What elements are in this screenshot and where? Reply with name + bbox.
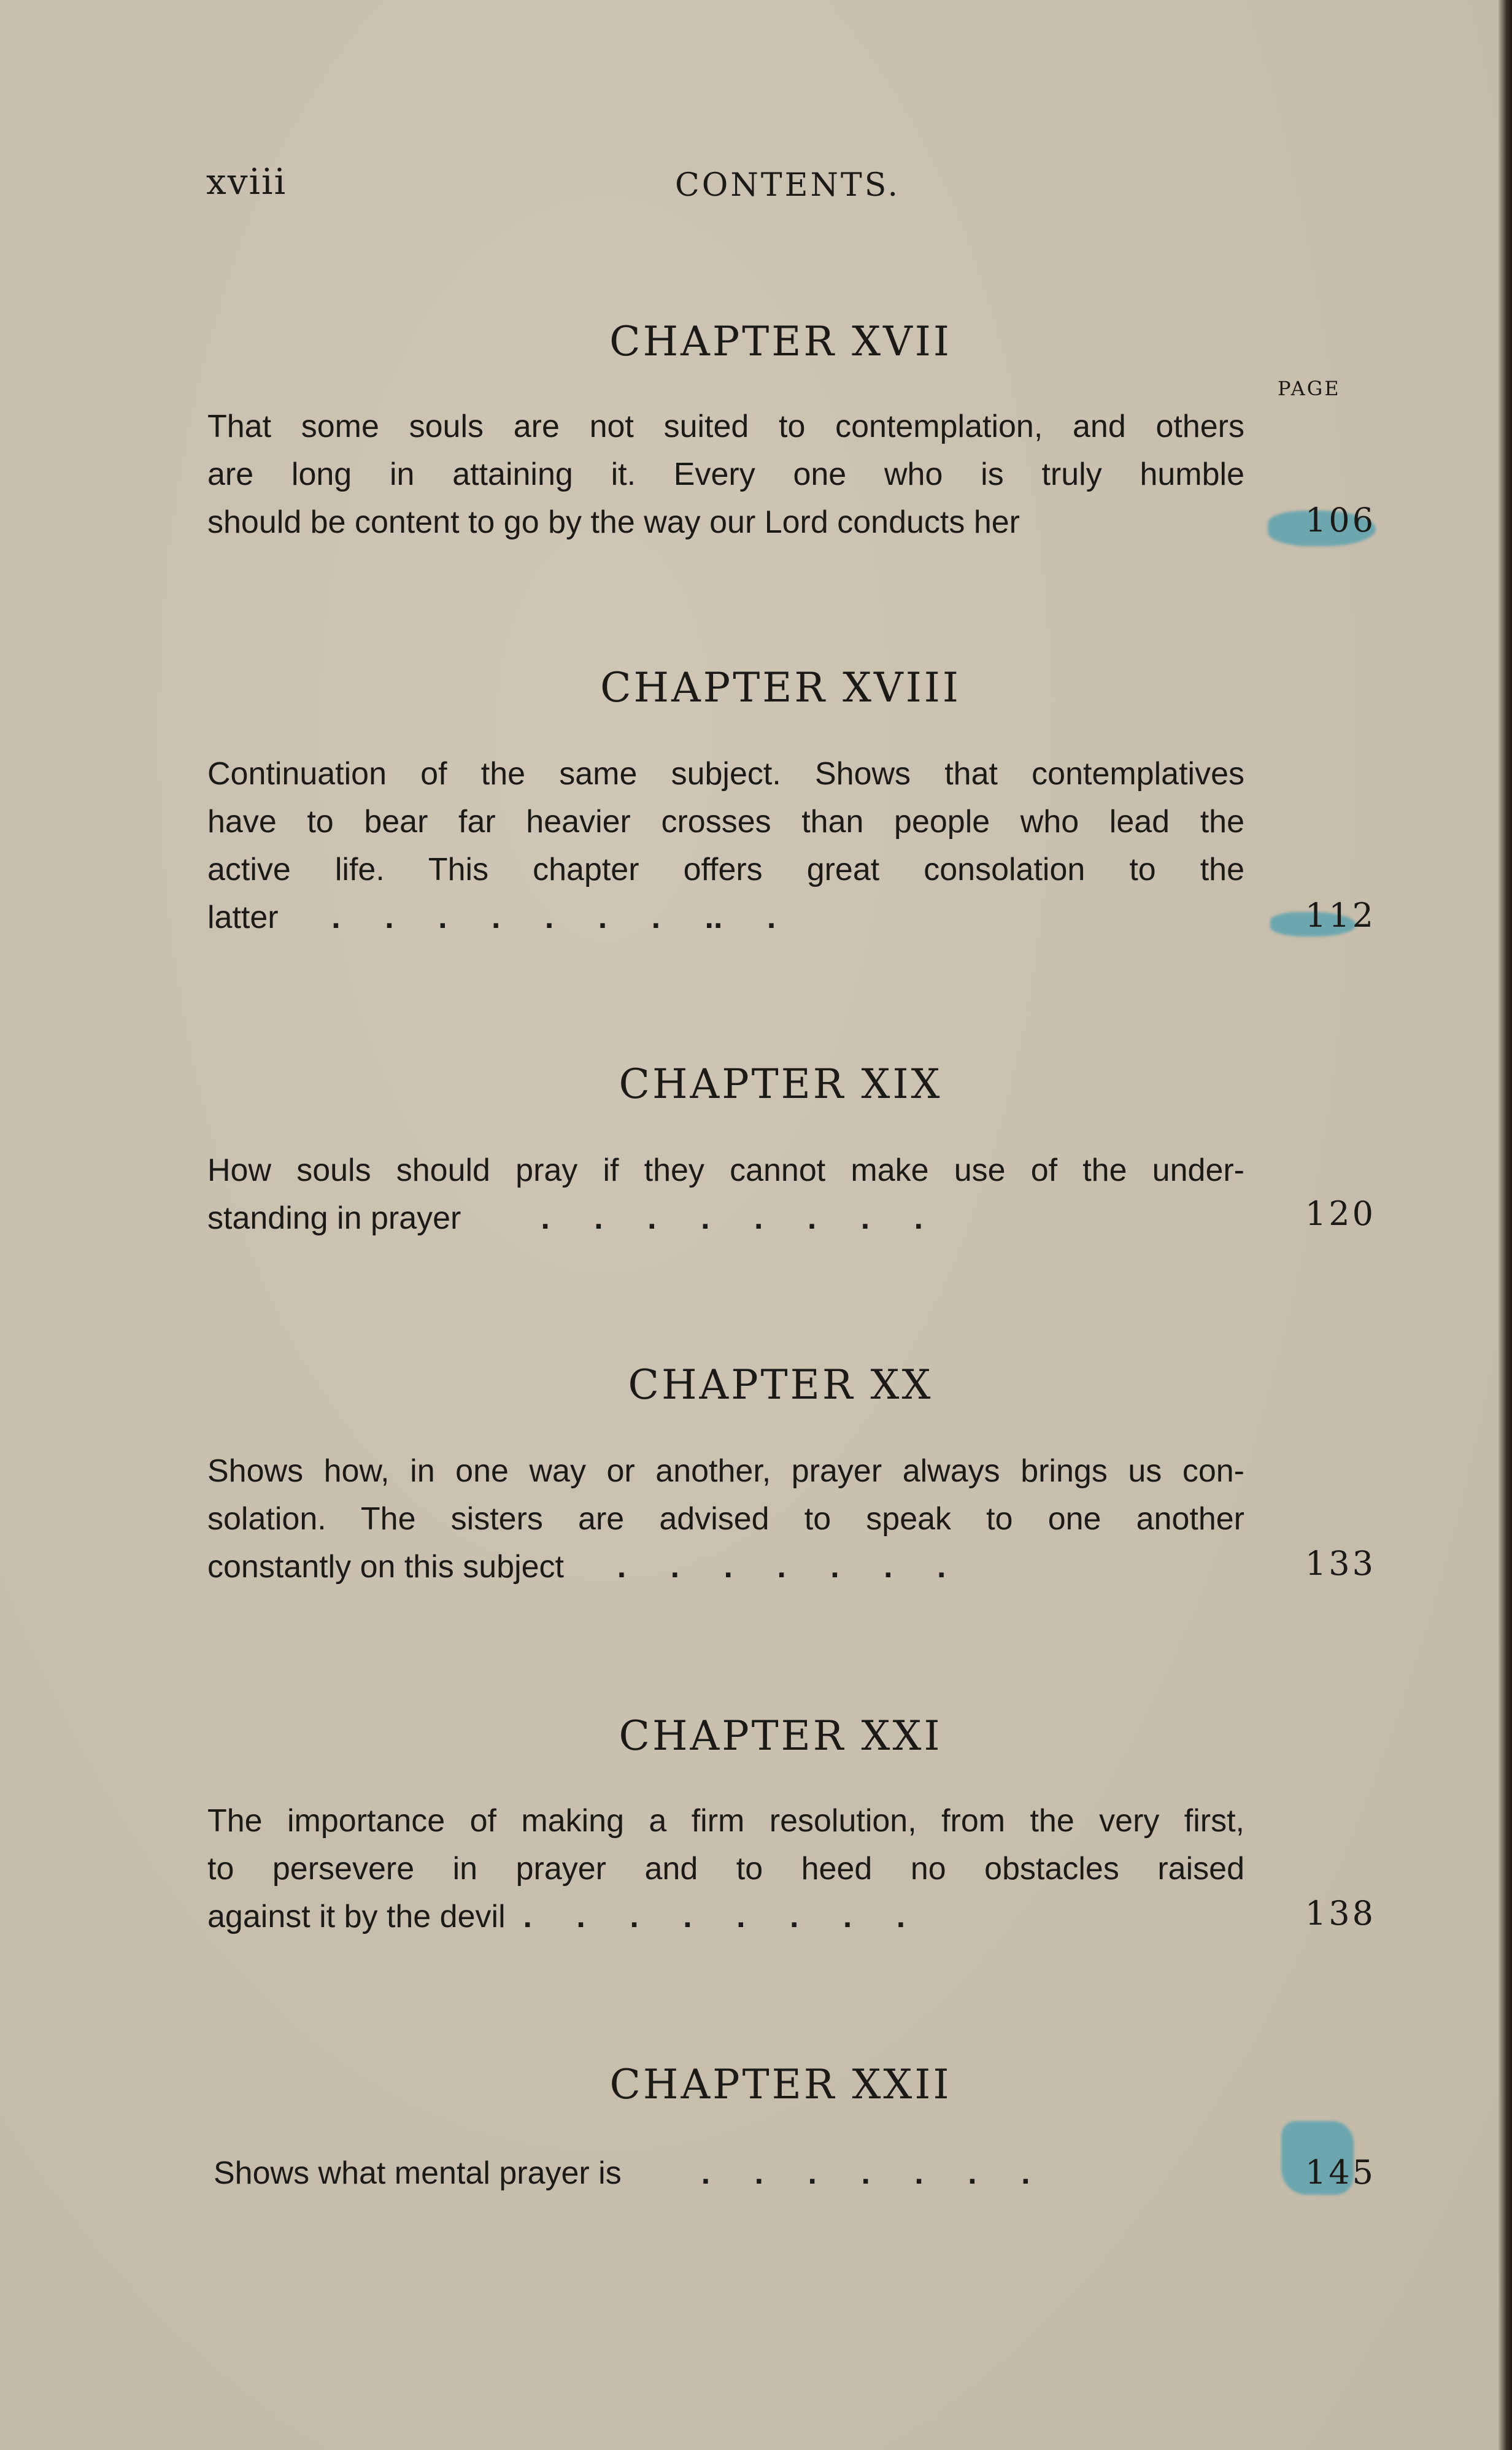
- running-head: CONTENTS.: [675, 167, 901, 204]
- page-number: 120: [1305, 1194, 1376, 1233]
- chapter-entry: [207, 750, 1244, 941]
- entry-line: That some souls are not suited to contemplation, and others: [207, 409, 1244, 444]
- chapter-entry: [207, 2149, 1244, 2197]
- chapter-heading: CHAPTER XIX: [619, 1061, 943, 1108]
- dot-leader: . . . . . . . .: [523, 1899, 906, 1934]
- chapter-heading: CHAPTER XXI: [619, 1712, 943, 1760]
- dot-leader: . . . . . . . .. .: [331, 900, 776, 935]
- entry-line-text: against it by the devil: [207, 1899, 506, 1934]
- chapter-entry: [207, 1447, 1244, 1591]
- entry-line: [207, 1194, 1244, 1242]
- entry-line: to persevere in prayer and to heed no obstacles raised: [207, 1851, 1244, 1887]
- dot-leader: . . . . . . .: [617, 1549, 946, 1585]
- entry-line: How souls should pray if they cannot make use of the under-: [207, 1153, 1244, 1188]
- entry-line: [207, 1893, 1244, 1941]
- dot-leader: . . . . . . . .: [541, 1200, 924, 1236]
- entry-line: Continuation of the same subject. Shows that contemplatives: [207, 756, 1244, 792]
- page-number: 138: [1305, 1894, 1376, 1933]
- entry-line-text: latter: [207, 900, 279, 935]
- entry-line: have to bear far heavier crosses than people who lead the: [207, 804, 1244, 840]
- chapter-entry: [207, 1146, 1244, 1242]
- chapter-heading: CHAPTER XXII: [609, 2061, 952, 2108]
- entry-line-text: constantly on this subject: [207, 1549, 564, 1585]
- entry-line: active life. This chapter offers great consolation to the: [207, 852, 1244, 887]
- entry-line: The importance of making a firm resolution, from the very first,: [207, 1803, 1244, 1839]
- entry-line-text: standing in prayer: [207, 1200, 461, 1236]
- chapter-entry: [207, 1797, 1244, 1941]
- page-number: 106: [1305, 501, 1376, 539]
- entry-line: should be content to go by the way our Lord conducts her: [207, 504, 1020, 540]
- page-number: 145: [1305, 2153, 1376, 2192]
- chapter-heading: CHAPTER XX: [628, 1361, 933, 1409]
- chapter-heading: CHAPTER XVII: [609, 318, 952, 365]
- page-folio: xviii: [206, 161, 287, 203]
- dot-leader: . . . . . . .: [701, 2155, 1030, 2191]
- page-column-label: PAGE: [1278, 377, 1341, 400]
- chapter-entry: [207, 403, 1244, 546]
- entry-line: are long in attaining it. Every one who is truly humble: [207, 457, 1244, 492]
- entry-line-text: Shows what mental prayer is: [214, 2155, 622, 2191]
- page-number: 133: [1305, 1544, 1376, 1583]
- chapter-heading: CHAPTER XVIII: [600, 664, 961, 711]
- entry-line: solation. The sisters are advised to speak to one another: [207, 1501, 1244, 1537]
- entry-line: [214, 2149, 1244, 2197]
- entry-line: [207, 1543, 1244, 1591]
- entry-line: Shows how, in one way or another, prayer always brings us con-: [207, 1453, 1244, 1489]
- entry-line: [207, 894, 1244, 941]
- page-number: 112: [1305, 896, 1376, 935]
